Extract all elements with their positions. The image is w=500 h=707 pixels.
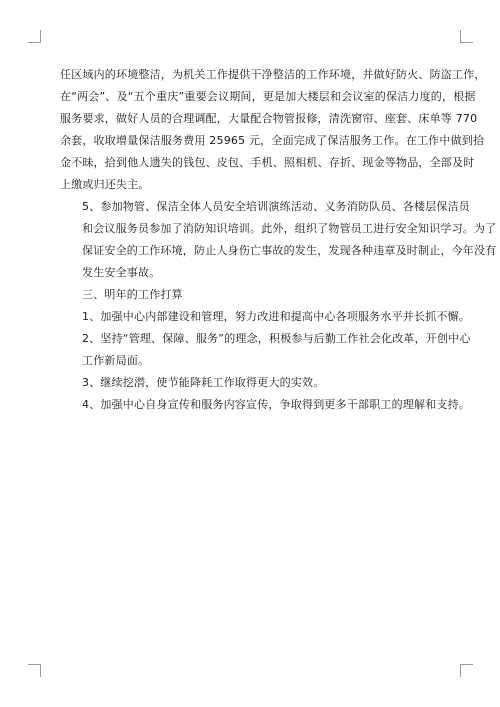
text-line: 在“两会”、及“五个重庆”重要会议期间，更是加大楼层和会议室的保洁力度的，根据 (60, 90, 476, 103)
paragraph (60, 196, 497, 284)
paragraph (60, 328, 471, 372)
paragraph (60, 372, 450, 394)
text-line: 三、明年的工作打算 (82, 288, 183, 301)
text-line: 2、坚持“管理、保障、服务”的理念，积极参与后勤工作社会化改革，开创中心 (82, 332, 471, 345)
text-line: 任区域内的环境整洁，为机关工作提供干净整洁的工作环境，并做好防火、防盗工作， (60, 68, 486, 81)
text-line: 工作新局面。 (82, 354, 150, 367)
text-line: 保证安全的工作环境，防止人身伤亡事故的发生，发现各种违章及时制止，今年没有 (82, 244, 497, 257)
crop-mark-top-left (28, 30, 41, 43)
text-line: 发生安全事故。 (82, 266, 161, 279)
text-line: 3、继续挖潜，使节能降耗工作取得更大的实效。 (82, 376, 325, 389)
text-line: 余套，收取增量保洁服务费用 25965 元，全面完成了保洁服务工作。在工作中做到拾 (60, 134, 485, 147)
text-line: 服务要求，做好人员的合理调配，大量配合物管报修，清洗窗帘、座套、床单等 770 (60, 112, 478, 125)
text-line: 4、加强中心自身宣传和服务内容宣传，争取得到更多干部职工的理解和支持。 (82, 398, 470, 411)
document-body (60, 64, 497, 416)
text-line: 5、参加物管、保洁全体人员安全培训演练活动、义务消防队员、各楼层保洁员 (82, 200, 470, 213)
crop-mark-bottom-left (28, 664, 41, 677)
paragraph (60, 64, 486, 196)
text-line: 上缴或归还失主。 (60, 178, 150, 191)
text-line: 金不昧，拾到他人遗失的钱包、皮包、手机、照相机、存折、现金等物品，全部及时 (60, 156, 475, 169)
crop-mark-bottom-right (460, 664, 473, 677)
paragraph (60, 306, 470, 328)
text-line: 和会议服务员参加了消防知识培训。此外，组织了物管员工进行安全知识学习。为了 (82, 222, 497, 235)
paragraph (60, 394, 470, 416)
text-line: 1、加强中心内部建设和管理，努力改进和提高中心各项服务水平并长抓不懈。 (82, 310, 470, 323)
crop-mark-top-right (460, 30, 473, 43)
paragraph (60, 284, 450, 306)
